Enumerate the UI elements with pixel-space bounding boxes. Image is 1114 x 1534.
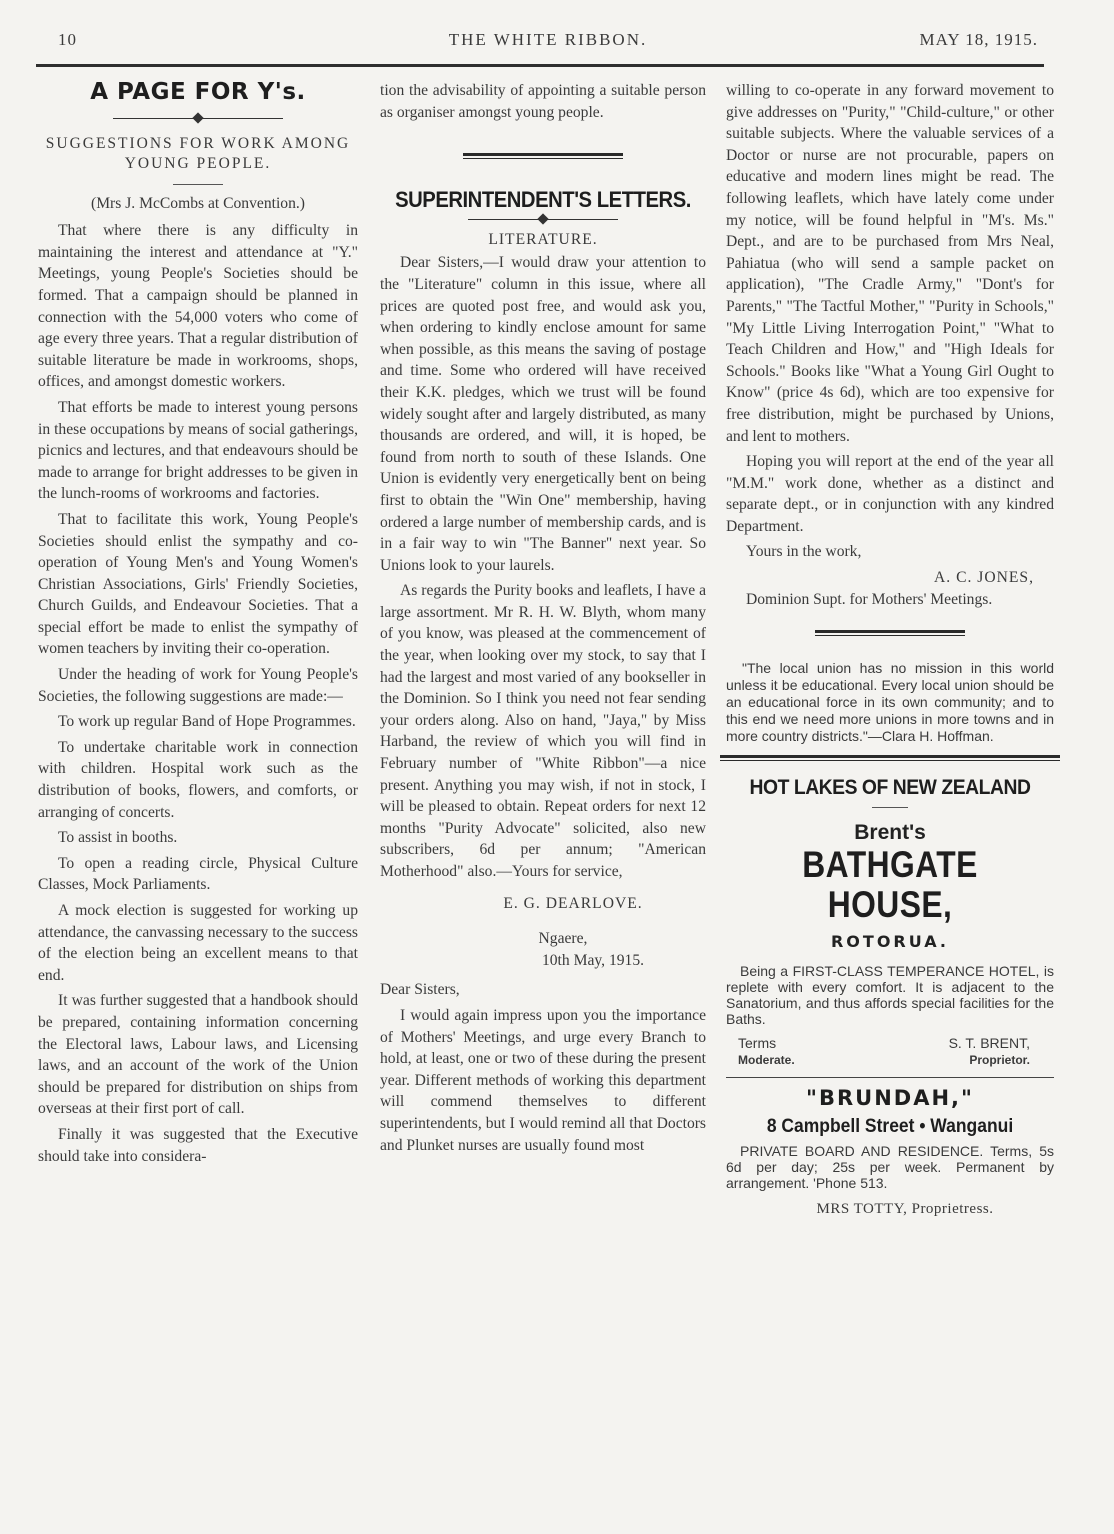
- ad-rule: [720, 755, 1060, 761]
- brundah-address: 8 Campbell Street • Wanganui: [766, 1115, 1014, 1137]
- paragraph: That efforts be made to interest young persons in these occupations by means of social gatherings, picnics and lectures, and that endeavours should be made to arrange for bright addresses to be given in the lunch-rooms of workrooms and factories.: [38, 398, 358, 503]
- signature: E. G. DEARLOVE.: [503, 894, 643, 912]
- double-rule: [815, 630, 965, 636]
- paragraph: Finally it was suggested that the Executive should take into considera-: [38, 1125, 358, 1165]
- header-rule: [36, 64, 1044, 67]
- owner-name: Brent's: [854, 820, 926, 844]
- paragraph: I would again impress upon you the importance of Mothers' Meetings, and urge every Branch to hold, at least, one or two of these during the present year. Different methods of working this department will commend themselves to different superintendents, but I would remind all that Doctors and Plunket nurses are usually found most: [380, 1006, 706, 1154]
- terms-block: [738, 1035, 795, 1068]
- paragraph: To undertake charitable work in connection with children. Hospital work such as the distribution of books, flowers, and comforts, or arranging of concerts.: [38, 738, 358, 821]
- paragraph: Yours in the work,: [746, 543, 862, 561]
- ad-body: Being a FIRST-CLASS TEMPERANCE HOTEL, is replete with every comfort. It is adjacent to the Sanatorium, and thus affords special facilities for the Baths.: [726, 963, 1054, 1028]
- brundah-name: "BRUNDAH,": [806, 1086, 974, 1111]
- double-rule: [463, 153, 623, 159]
- proprietor-block: [949, 1035, 1030, 1068]
- paragraph: To assist in booths.: [58, 829, 178, 847]
- page-header: [58, 30, 1038, 54]
- proprietor-title: Proprietor.: [969, 1053, 1030, 1068]
- salutation: Dear Sisters,: [380, 981, 460, 999]
- column-2: [380, 80, 706, 1160]
- hot-lakes-heading: HOT LAKES OF NEW ZEALAND: [749, 776, 1031, 800]
- paragraph: A mock election is suggested for working up attendance, the canvassing necessary to the success of the election being an excellent means to that end.: [38, 902, 358, 984]
- issue-date: MAY 18, 1915.: [919, 30, 1038, 49]
- proprietress: MRS TOTTY, Proprietress.: [816, 1201, 994, 1218]
- ad-divider: [726, 1077, 1054, 1078]
- bathgate-ad: [726, 777, 1054, 1069]
- paragraph: As regards the Purity books and leaflets, I have a large assortment. Mr R. H. W. Blyth, whom many of you know, was pleased at the commencement of the year, when looking over my stock, to say that I had the largest and most varied of any bookseller in the Dominion. So I think you need not fear sending your orders along. Also on hand, "Jaya," by Miss Harband, the review of which you will find in February number of "White Ribbon"—a nice present. Anything you may wish, if not in stock, I will be pleased to obtain. Repeat orders for next 12 months "Purity Advocate" solicited, also new subscribers, 6d per annum; "American Motherhood" also.—Yours for service,: [380, 582, 706, 880]
- hoffman-quote: [726, 660, 1054, 745]
- ornament-divider: [468, 215, 618, 225]
- paragraph: Under the heading of work for Young People's Societies, the following suggestions are made:—: [38, 666, 358, 705]
- terms-label: Terms: [738, 1035, 777, 1052]
- paragraph: willing to co-operate in any forward movement to give addresses on "Purity," "Child-culture," or other suitable subjects. Where the valuable services of a Doctor or nurse are not procurable, papers on educative and modern lines might be read. The following leaflets, which have lately come under my notice, will be found helpful in "M's. Ms." Dept., and are to be purchased from Mrs Neal, Pahiatua (who will send a sample packet on application), "The Cradle Army," "Dont's for Parents," "The Tactful Mother," "Purity in Schools," "My Little Living Interrogation Point," "What to Teach Children and How," and "High Ideals for Schools." Books like "What a Young Girl Ought to Know" (price 4s 6d), which are too expensive for free distribution, might be purchased by Unions, and lent to mothers.: [726, 82, 1054, 445]
- terms-value: Moderate.: [738, 1053, 795, 1068]
- ornament-divider: [113, 114, 283, 124]
- town-name: ROTORUA.: [830, 932, 949, 952]
- letter-date: 10th May, 1915.: [541, 951, 645, 969]
- continuation-paragraph: tion the advisability of appointing a suitable person as organiser amongst young people.: [380, 82, 706, 121]
- column-1: [38, 80, 358, 1171]
- paragraph: It was further suggested that a handbook should be prepared, containing information concerning the Electoral laws, Labour laws, and Licensing laws, and an account of the work of the Union should be prepared for distribution on ships from overseas at their first port of call.: [38, 992, 358, 1118]
- place: Ngaere,: [538, 930, 588, 948]
- paragraph: That to facilitate this work, Young People's Societies should enlist the sympathy and co-operation of Young Men's and Young Women's Christian Associations, Girls' Friendly Societies, Church Guilds, and Endeavour Societies. That a special effort be made to enlist the sympathy of women teachers by inviting their co-operation.: [38, 510, 358, 658]
- page-number: 10: [58, 30, 77, 49]
- paragraph: Hoping you will report at the end of the year all "M.M." work done, whether as a distinct and separate dept., or in conjunction with any kindred Department.: [726, 453, 1054, 535]
- terms-row: [726, 1035, 1054, 1069]
- y-page-heading: A PAGE FOR Y's.: [90, 79, 306, 105]
- suggestions-subheading: SUGGESTIONS FOR WORK AMONG YOUNG PEOPLE.: [45, 134, 351, 172]
- short-rule: [872, 807, 908, 808]
- signature-title: Dominion Supt. for Mothers' Meetings.: [746, 590, 993, 608]
- proprietor-name: S. T. BRENT,: [948, 1035, 1030, 1052]
- brundah-description: [726, 1143, 1054, 1191]
- attribution: (Mrs J. McCombs at Convention.): [91, 194, 305, 212]
- publication-title: THE WHITE RIBBON.: [448, 30, 648, 49]
- paragraph: To open a reading circle, Physical Culture Classes, Mock Parliaments.: [38, 854, 358, 894]
- literature-subheading: LITERATURE.: [488, 230, 598, 248]
- superintendents-letters-heading: SUPERINTENDENT'S LETTERS.: [395, 187, 691, 213]
- brundah-ad: [726, 1088, 1054, 1221]
- short-rule: [173, 184, 223, 185]
- paragraph: Dear Sisters,—I would draw your attention to the "Literature" column in this issue, where all prices are quoted post free, and would ask you, when ordering to kindly enclose amount for same when possible, as this means the saving of postage and time. Some who ordered will have received their K.K. pledges, which we trust will be found widely sought after and largely distributed, as many thousands are ordered, and will, it is hoped, be found from north to south of these Islands. One Union is evidently very energetically bent on being first to obtain the "Win One" membership, having ordered a large number of membership cards, and is in a fair way to win "The Banner" next year. So Unions look to your laurels.: [380, 254, 706, 574]
- paragraph: That where there is any difficulty in maintaining the interest and attendance at "Y." Meetings, young People's Societies should be formed. That a campaign should be planned in connection with the 54,000 voters who come of age every three years. That a regular distribution of suitable literature be made in workrooms, shops, offices, and amongst domestic workers.: [38, 222, 358, 391]
- ad-body: PRIVATE BOARD AND RESIDENCE. Terms, 5s 6d per day; 25s per week. Permanent by arrangement. 'Phone 513.: [726, 1143, 1054, 1192]
- hotel-name: BATHGATE HOUSE,: [802, 844, 978, 926]
- paragraph: To work up regular Band of Hope Programmes.: [58, 713, 356, 731]
- hotel-description: [726, 963, 1054, 1027]
- signature: A. C. JONES,: [934, 569, 1034, 587]
- column-3: [726, 80, 1054, 1221]
- quote-text: "The local union has no mission in this world unless it be educational. Every local union should be an educational force in its own community; and to this end we need more unions in more towns and in more country districts."—Clara H. Hoffman.: [726, 660, 1054, 745]
